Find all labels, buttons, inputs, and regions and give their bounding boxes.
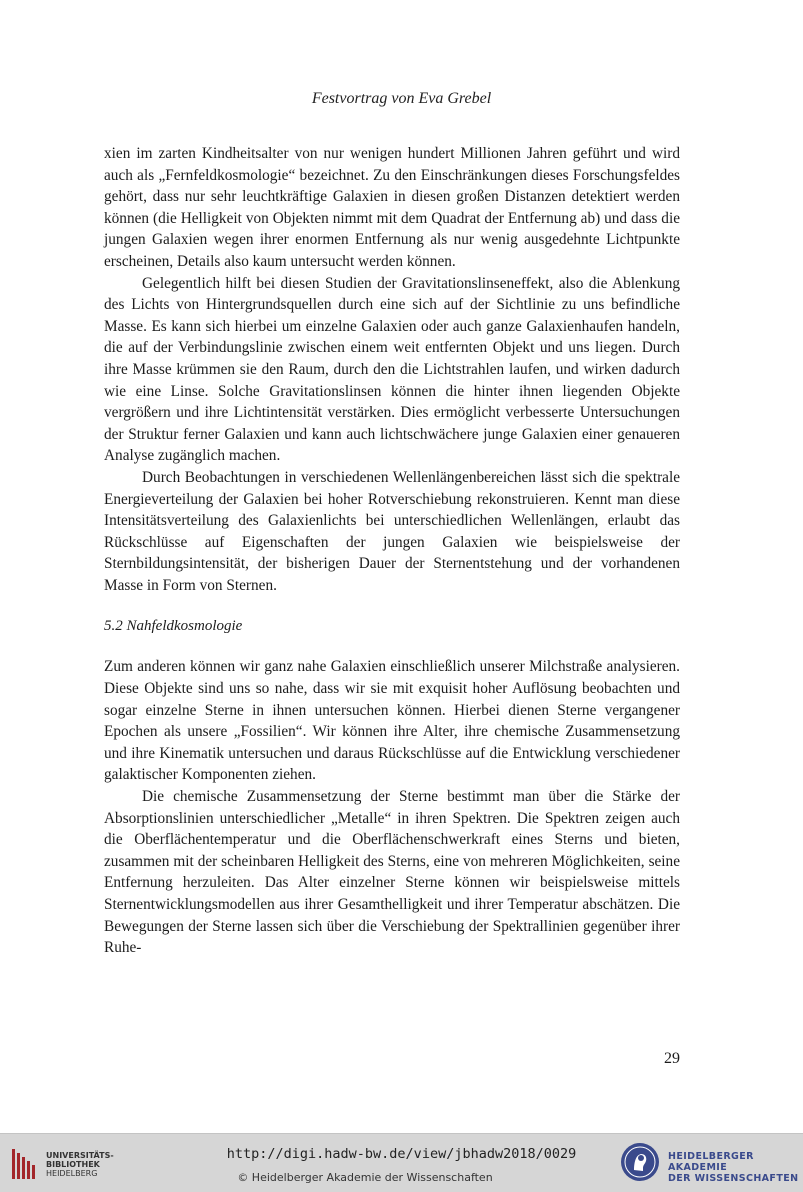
- hadw-logo-line: HEIDELBERGER AKADEMIE: [668, 1151, 754, 1173]
- paragraph: Gelegentlich hilft bei diesen Studien der Gravitationslinseneffekt, also die Ablenkung des Lichts von Hintergrundsquellen durch eine sich auf der Sichtlinie zu uns befindliche Masse. Es kann sich hierbei um einzelne Galaxien oder auch ganze Galaxienhaufen handeln, die auf der Verbindungslinie zwischen einem weit entfernten Objekt und uns liegen. Durch ihre Masse krümmen sie den Raum, durch den die Lichtstrahlen laufen, und wirken dadurch wie eine Linse. Solche Gravitationslinsen können die hinter ihnen liegenden Objekte vergrößern und ihre Lichtintensität verstärken. Dies ermöglicht verbesserte Untersuchungen der Struktur ferner Galaxien und kann auch lichtschwächere junge Galaxien einer genaueren Analyse zugänglich machen.: [104, 274, 680, 465]
- ub-logo-line: HEIDELBERG: [46, 1169, 98, 1178]
- permalink-url[interactable]: http://digi.hadw-bw.de/view/jbhadw2018/0029: [226, 1146, 577, 1162]
- hadw-logo[interactable]: [620, 1140, 800, 1186]
- body-text: [104, 143, 680, 959]
- hadw-logo-text: [668, 1151, 800, 1184]
- paragraph: Die chemische Zusammensetzung der Sterne bestimmt man über die Stärke der Absorptionslinien unterschiedlicher „Metalle“ in ihren Spektren. Die Spektren zeigen auch die Oberflächentemperatur und die Oberflächenschwerkraft eines Sterns und bieten, zusammen mit der scheinbaren Helligkeit des Sterns, eine von mehreren Möglichkeiten, seine Entfernung herzuleiten. Das Alter einzelner Sterne können wir beispielsweise mittels Sternentwicklungsmodellen aus ihrer Gesamthelligkeit und ihrer Temperatur abschätzen. Die Bewegungen der Sterne lassen sich über die Verschiebung der Spektrallinien gegenüber ihrer Ruhe-: [104, 788, 680, 957]
- academy-seal-icon: [620, 1142, 660, 1182]
- paragraph: Zum anderen können wir ganz nahe Galaxien einschließlich unserer Milchstraße analysieren. Diese Objekte sind uns so nahe, dass wir sie mit exquisit hoher Auflösung beobachten und sogar einzelne Sterne in ihnen untersuchen können. Hierbei dienen Sterne vergangener Epochen als unsere „Fossilien“. Wir können ihre Alter, ihre chemische Zusammensetzung und ihre Kinematik untersuchen und daraus Rückschlüsse auf die Entwicklung verschiedener galaktischer Komponenten ziehen.: [104, 658, 680, 784]
- section-heading: 5.2 Nahfeldkosmologie: [104, 618, 243, 635]
- running-head: Festvortrag von Eva Grebel: [311, 90, 492, 107]
- paragraph: xien im zarten Kindheitsalter von nur wenigen hundert Millionen Jahren geführt und wird auch als „Fernfeldkosmologie“ bezeichnet. Zu den Einschränkungen dieses Forschungsfeldes gehört, dass nur sehr leuchtkräftige Galaxien in diesen großen Distanzen detektiert werden können (die Helligkeit von Objekten nimmt mit dem Quadrat der Entfernung ab) und dass die jungen Galaxien wegen ihrer enormen Entfernung als nur wenig ausgedehnte Lichtpunkte erscheinen, Details also kaum untersucht werden können.: [104, 145, 680, 270]
- page-number: 29: [664, 1050, 680, 1067]
- hadw-logo-line: DER WISSENSCHAFTEN: [668, 1173, 799, 1184]
- paragraph: Durch Beobachtungen in verschiedenen Wellenlängenbereichen lässt sich die spektrale Energieverteilung der Galaxien bei hoher Rotverschiebung rekonstruieren. Kennt man diese Intensitätsverteilung des Galaxienlichts bei unterschiedlichen Wellenlängen, erlaubt das Rückschlüsse auf Eigenschaften der jungen Galaxien wie beispielsweise der Sternbildungsintensität, der bisherigen Dauer der Sternentstehung und der vorhandenen Masse in Form von Sternen.: [104, 468, 680, 594]
- footer-bar: [0, 1133, 803, 1192]
- ub-logo-line: UNIVERSITÄTS-: [46, 1151, 114, 1160]
- ub-logo-line: BIBLIOTHEK: [46, 1160, 100, 1169]
- copyright-notice: © Heidelberger Akademie der Wissenschaften: [237, 1171, 493, 1184]
